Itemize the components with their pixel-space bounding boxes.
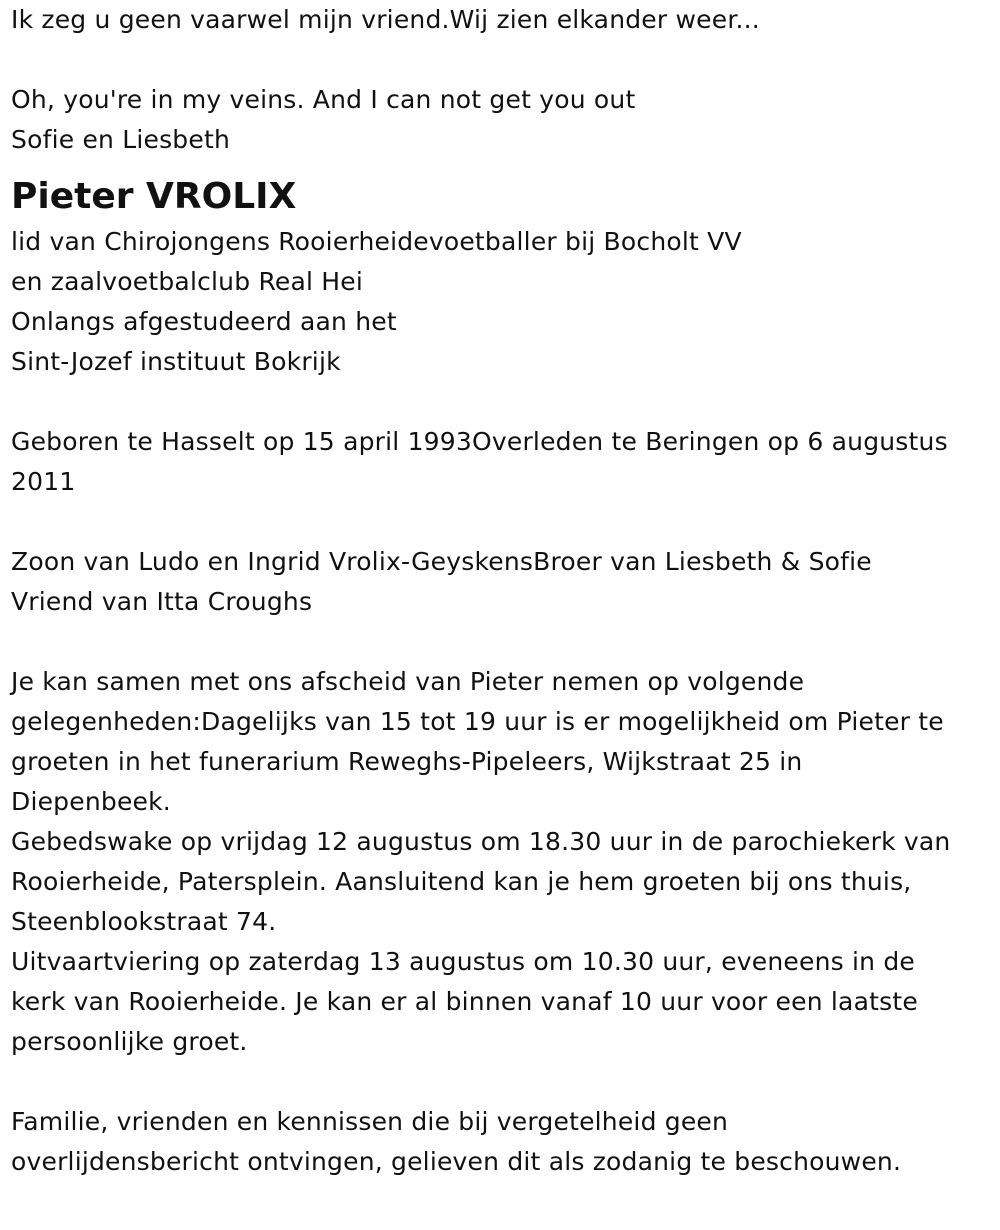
quote-line-2: Oh, you're in my veins. And I can not get you out — [11, 85, 636, 114]
farewell-line-4: Diepenbeek. — [11, 787, 171, 816]
spacer — [11, 382, 991, 422]
spacer — [11, 622, 991, 662]
family-line-1: Zoon van Ludo en Ingrid Vrolix-GeyskensBroer van Liesbeth & Sofie — [11, 547, 872, 576]
farewell-line-9: kerk van Rooierheide. Je kan er al binnen vanaf 10 uur voor een laatste — [11, 987, 918, 1016]
farewell-line-1: Je kan samen met ons afscheid van Pieter nemen op volgende — [11, 667, 805, 696]
family-line-2: Vriend van Itta Croughs — [11, 587, 313, 616]
notice-line-1: Familie, vrienden en kennissen die bij vergetelheid geen — [11, 1107, 729, 1136]
spacer — [11, 502, 991, 542]
birth-death-line-2: 2011 — [11, 467, 76, 496]
notice-line-2: overlijdensbericht ontvingen, gelieven dit als zodanig te beschouwen. — [11, 1147, 902, 1176]
farewell-line-3: groeten in het funerarium Reweghs-Pipeleers, Wijkstraat 25 in — [11, 747, 803, 776]
farewell-line-8: Uitvaartviering op zaterdag 13 augustus om 10.30 uur, eveneens in de — [11, 947, 915, 976]
bio-line-3: Onlangs afgestudeerd aan het — [11, 307, 397, 336]
farewell-line-10: persoonlijke groet. — [11, 1027, 248, 1056]
quote-signature: Sofie en Liesbeth — [11, 125, 230, 154]
spacer — [11, 1062, 991, 1102]
obituary-document — [11, 0, 991, 1182]
bio-line-4: Sint-Jozef instituut Bokrijk — [11, 347, 341, 376]
farewell-line-7: Steenblookstraat 74. — [11, 907, 277, 936]
bio-line-1: lid van Chirojongens Rooierheidevoetballer bij Bocholt VV — [11, 227, 742, 256]
birth-death-line-1: Geboren te Hasselt op 15 april 1993Overleden te Beringen op 6 augustus — [11, 427, 948, 456]
farewell-line-6: Rooierheide, Patersplein. Aansluitend kan je hem groeten bij ons thuis, — [11, 867, 912, 896]
deceased-name: Pieter VROLIX — [11, 176, 297, 217]
spacer — [11, 40, 991, 80]
farewell-line-2: gelegenheden:Dagelijks van 15 tot 19 uur is er mogelijkheid om Pieter te — [11, 707, 944, 736]
bio-line-2: en zaalvoetbalclub Real Hei — [11, 267, 364, 296]
farewell-line-5: Gebedswake op vrijdag 12 augustus om 18.30 uur in de parochiekerk van — [11, 827, 951, 856]
quote-line-1: Ik zeg u geen vaarwel mijn vriend.Wij zien elkander weer... — [11, 5, 760, 34]
